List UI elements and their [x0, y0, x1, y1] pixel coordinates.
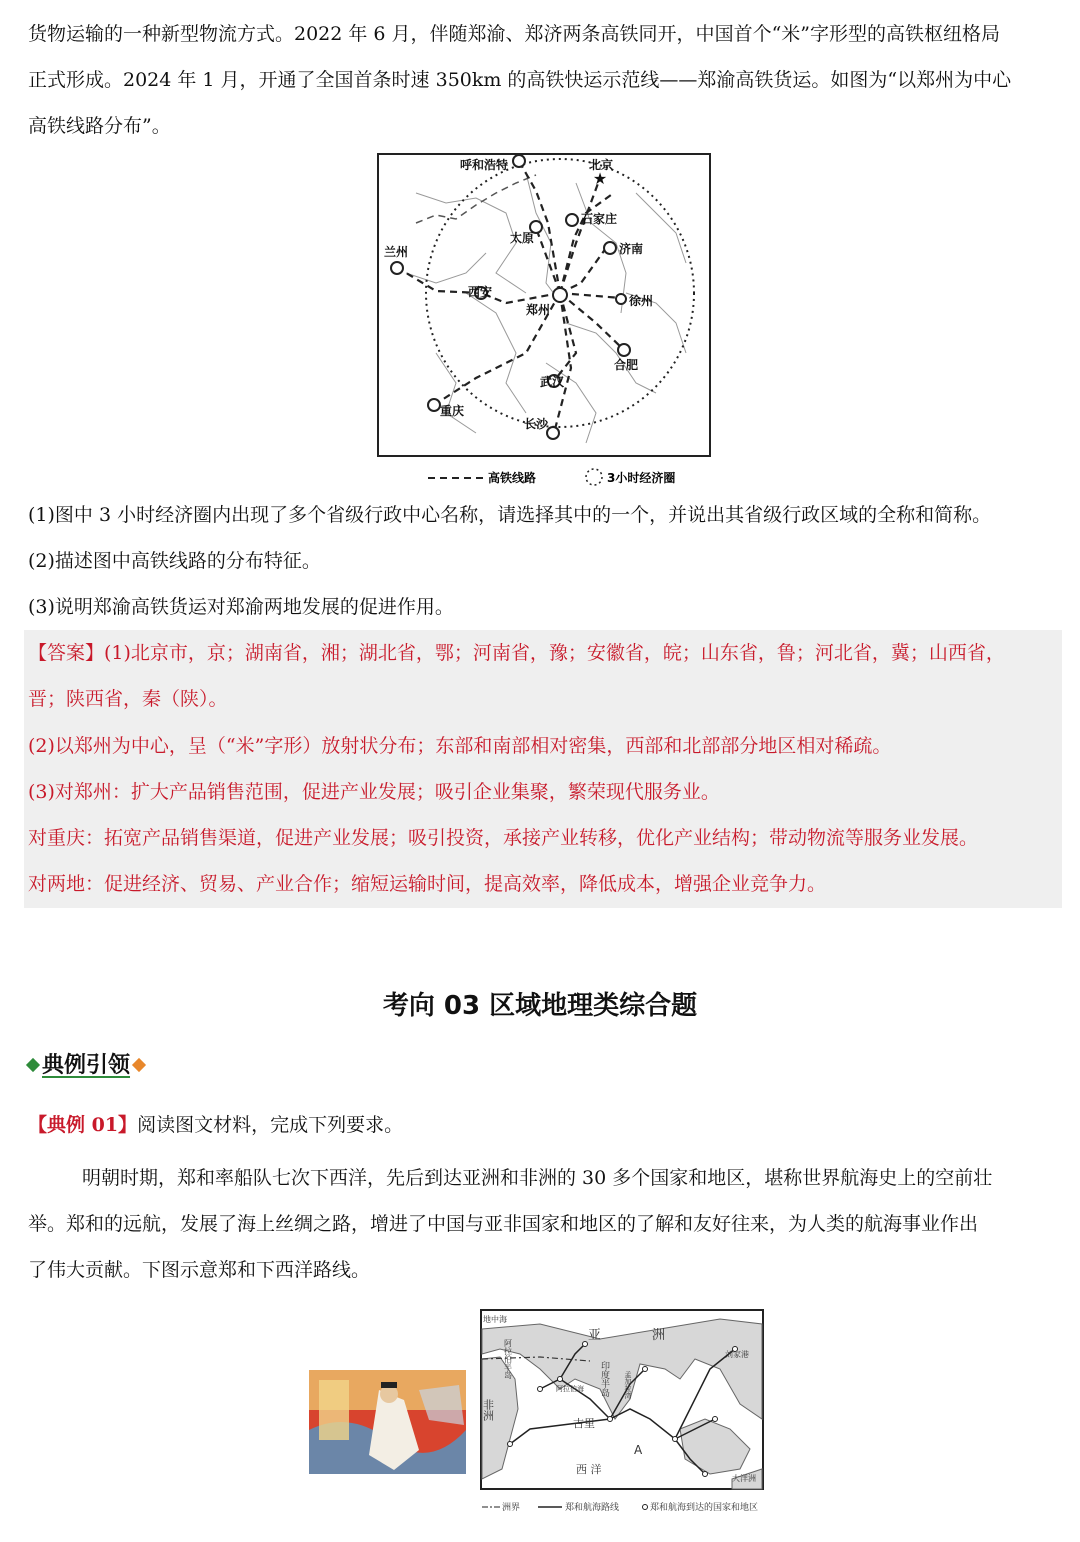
city-jinan: 济南 — [619, 242, 644, 256]
answer-3-line-2: 对重庆：拓宽产品销售渠道，促进产业发展；吸引投资，承接产业转移，优化产业结构；带动物流等服务业发展。 — [28, 827, 979, 849]
label-arabia: 阿拉伯半岛 — [503, 1339, 513, 1379]
city-changsha: 长沙 — [524, 417, 549, 431]
city-shijiazhuang: 石家庄 — [581, 212, 618, 226]
diamond-green-icon — [26, 1058, 40, 1072]
city-huhehaote: 呼和浩特 — [460, 158, 509, 172]
label-indian-ocean: 西 洋 — [576, 1463, 602, 1476]
para-line-3: 了伟大贡献。下图示意郑和下西洋路线。 — [28, 1259, 371, 1281]
legend-route: 郑和航海路线 — [565, 1503, 620, 1513]
zheng-he-illustration — [309, 1370, 466, 1474]
label-liujiagang: 刘家港 — [725, 1350, 749, 1359]
label-calicut: 古里 — [573, 1417, 595, 1430]
label-africa: 非洲 — [481, 1399, 495, 1421]
para-line-1: 明朝时期，郑和率船队七次下西洋，先后到达亚洲和非洲的 30 多个国家和地区，堪称世界航海史上的空前壮 — [82, 1167, 993, 1189]
question-3: (3)说明郑渝高铁货运对郑渝两地发展的促进作用。 — [28, 596, 454, 618]
example-heading-text: 典例引领 — [42, 1053, 131, 1078]
answer-box — [24, 630, 1062, 908]
intro-line-2: 正式形成。2024 年 1 月，开通了全国首条时速 350km 的高铁快运示范线——郑渝高铁货运。如图为“以郑州为中心 — [28, 69, 1012, 91]
example-label: 【典例 01】 — [28, 1114, 138, 1136]
city-beijing: 北京 — [589, 158, 614, 172]
city-lanzhou: 兰州 — [384, 245, 409, 259]
svg-text:★: ★ — [592, 169, 608, 188]
answer-1-line-1: 【答案】(1)北京市，京；湖南省，湘；湖北省，鄂；河南省，豫；安徽省，皖；山东省，鲁；河北省，冀；山西省， — [28, 642, 1005, 664]
city-taiyuan: 太原 — [510, 231, 535, 245]
label-arabian-sea: 阿拉伯海 — [556, 1385, 584, 1393]
answer-3-line-1: (3)对郑州：扩大产品销售范围，促进产业发展；吸引企业集聚，繁荣现代服务业。 — [28, 781, 720, 803]
label-india: 印度半岛 — [599, 1361, 609, 1397]
label-oceania: 大洋洲 — [732, 1474, 756, 1483]
question-2: (2)描述图中高铁线路的分布特征。 — [28, 550, 321, 572]
answer-1-line-2: 晋；陕西省，秦（陕）。 — [28, 688, 228, 710]
label-asia-2: 洲 — [652, 1328, 666, 1343]
para-line-2: 举。郑和的远航，发展了海上丝绸之路，增进了中国与亚非国家和地区的了解和友好往来，为人类的航海事业作出 — [28, 1213, 979, 1235]
answer-3-line-3: 对两地：促进经济、贸易、产业合作；缩短运输时间，提高效率，降低成本，增强企业竞争力。 — [28, 873, 827, 895]
city-wuhan: 武汉 — [540, 375, 565, 389]
example-prompt: 阅读图文材料，完成下列要求。 — [137, 1114, 404, 1136]
answer-2: (2)以郑州为中心，呈（“米”字形）放射状分布；东部和南部相对密集，西部和北部部分地区相对稀疏。 — [28, 735, 892, 757]
legend-circle: 3小时经济圈 — [607, 471, 676, 485]
label-point-a: A — [634, 1443, 643, 1457]
example-prompt-line — [28, 1113, 403, 1137]
example-heading — [24, 1048, 148, 1079]
label-bengal: 孟加拉湾 — [624, 1371, 632, 1399]
section-title: 考向 03 区域地理类综合题 — [382, 991, 698, 1021]
label-asia-1: 亚 — [588, 1328, 602, 1343]
label-mediterranean: 地中海 — [483, 1315, 507, 1324]
legend-points: 郑和航海到达的国家和地区 — [650, 1503, 759, 1513]
diamond-orange-icon — [132, 1058, 146, 1072]
city-hefei: 合肥 — [614, 358, 639, 372]
zheng-he-route-map — [480, 1309, 780, 1515]
question-1: (1)图中 3 小时经济圈内出现了多个省级行政中心名称，请选择其中的一个，并说出其省级行政区域的全称和简称。 — [28, 504, 992, 526]
legend-rail: 高铁线路 — [488, 471, 537, 485]
intro-line-1: 货物运输的一种新型物流方式。2022 年 6 月，伴随郑渝、郑济两条高铁同开，中国首个“米”字形型的高铁枢纽格局 — [28, 23, 1000, 45]
city-zhengzhou: 郑州 — [526, 303, 551, 317]
city-chongqing: 重庆 — [440, 404, 465, 418]
legend-boundary: 洲界 — [502, 1503, 521, 1513]
city-xian: 西安 — [468, 285, 493, 299]
zhengzhou-rail-map — [376, 153, 712, 490]
intro-line-3: 高铁线路分布”。 — [28, 115, 171, 137]
city-xuzhou: 徐州 — [629, 294, 654, 308]
